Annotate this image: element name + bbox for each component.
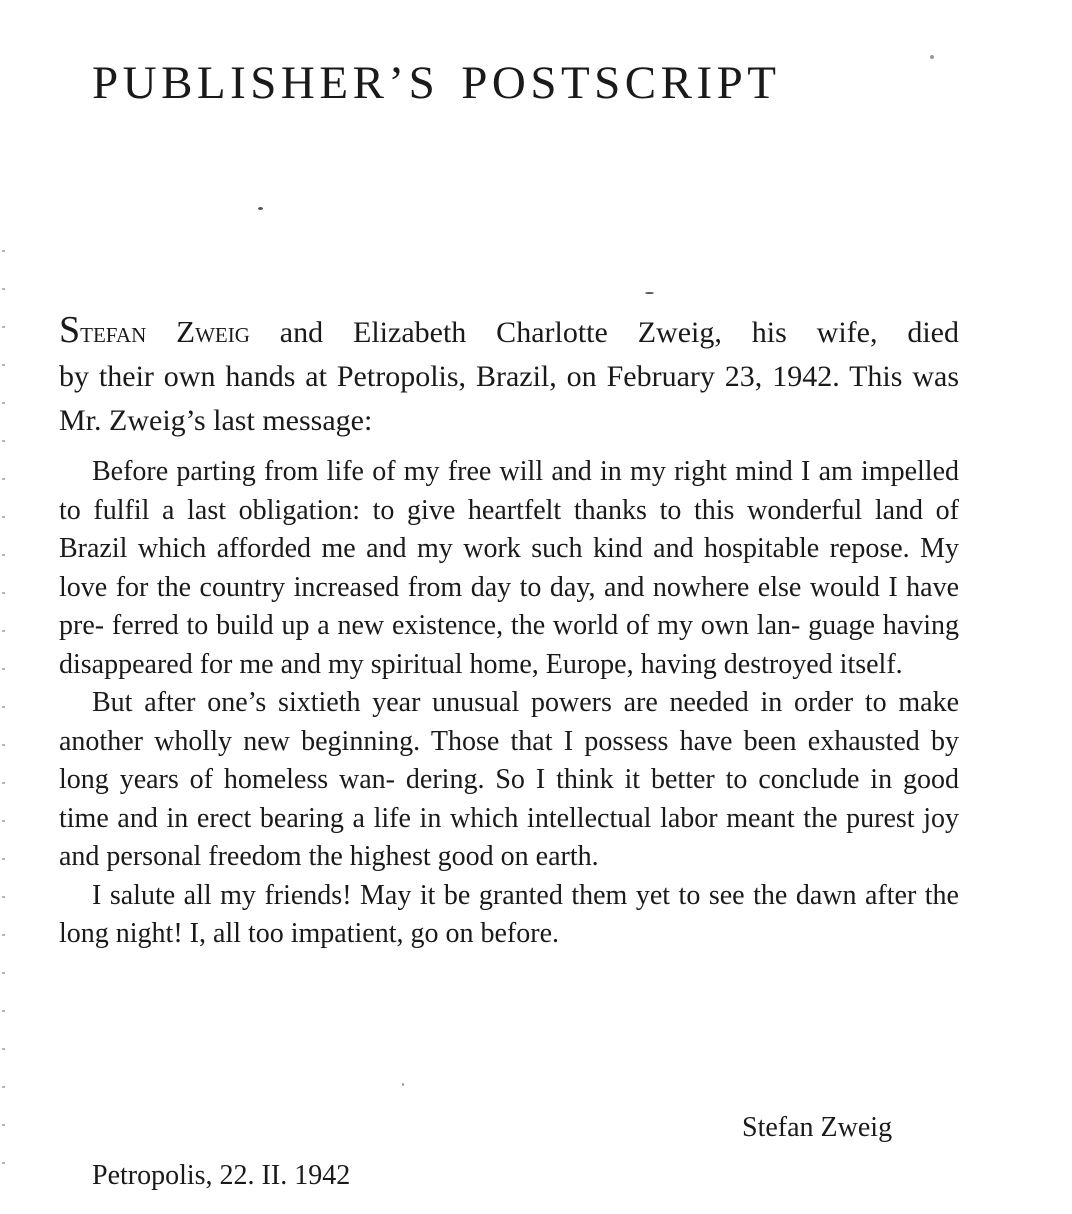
scan-speck [402,1083,404,1086]
intro-first-line [59,308,959,355]
scan-speck [930,55,934,59]
title-word-publishers: PUBLISHER’S [92,57,440,109]
intro-initial-letter: S [59,309,81,351]
intro-name-initial-2: Z [176,314,196,349]
message-paragraph: Before parting from life of my free will and in my right mind I am impelled to fulfil a last obligation: to give heartfelt thanks to this wonderful land of Brazil which afforded me and my work such kind and hospitable repose. My love for the country increased from day to day, and nowhere else would I have pre- ferred to build up a new existence, the world of my own lan- guage having disappeared for me and my spiritual home, Europe, having destroyed itself. [59,456,959,680]
intro-rest: by their own hands at Petropolis, Brazil, on February 23, 1942. This was Mr. Zweig’s last message: [59,360,959,437]
intro-first-line-rest: and Elizabeth Charlotte Zweig, his wife, died [249,316,960,349]
intro-paragraph [59,308,959,443]
intro-name-part-1: tefan [80,316,147,349]
message-paragraph: I salute all my friends! May it be granted them yet to see the dawn after the long night! I, all too impatient, go on before. [59,879,959,949]
intro-name-part-2: weig [195,316,250,349]
message-paragraph: But after one’s sixtieth year unusual powers are needed in order to make another wholly new beginning. Those that I possess have been exhausted by long years of homeless wan- dering. So I think it better to conclude in good time and in erect bearing a life in which intellectual labor meant the purest joy and personal freedom the highest good on earth. [59,687,959,872]
scan-margin-artifact [2,250,5,1190]
scan-speck [645,292,654,294]
page-title [92,57,781,109]
title-word-postscript: POSTSCRIPT [461,57,781,109]
signature: Stefan Zweig [742,1112,893,1143]
last-message [59,453,959,954]
place-and-date: Petropolis, 22. II. 1942 [92,1160,351,1191]
scan-speck [258,207,263,210]
